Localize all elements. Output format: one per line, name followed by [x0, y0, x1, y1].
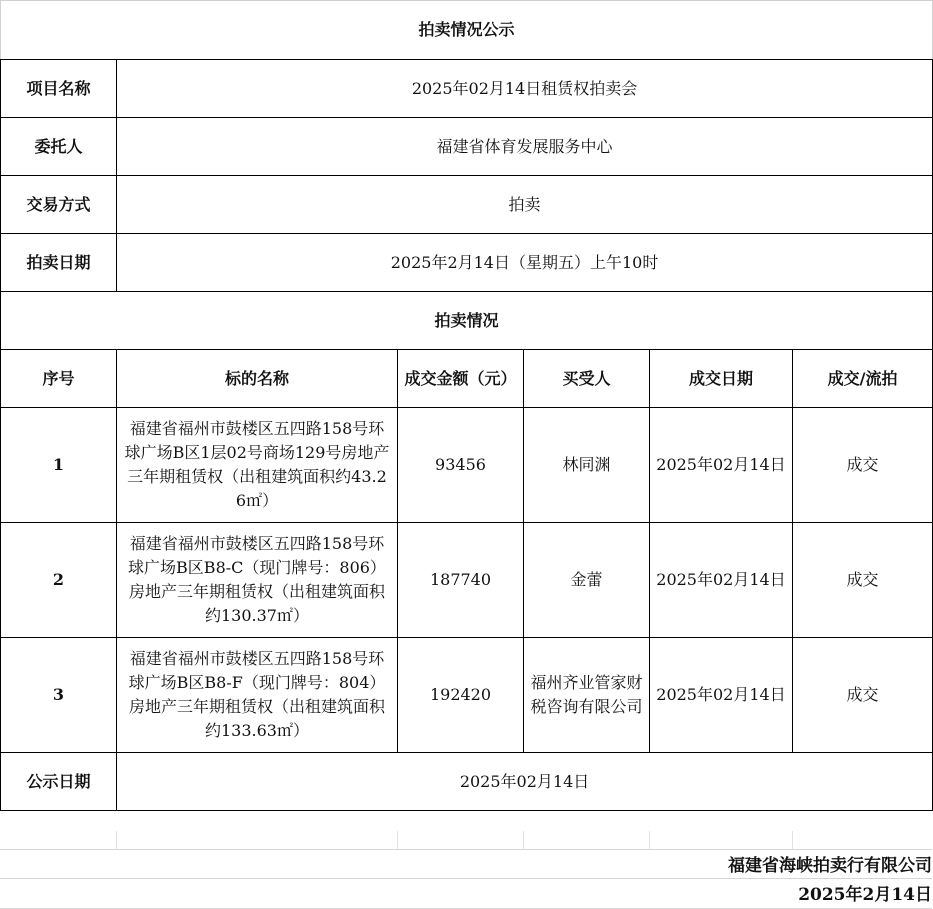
header-status: 成交/流拍: [793, 350, 933, 408]
client-label: 委托人: [1, 118, 117, 176]
row-status: 成交: [793, 523, 933, 638]
table-row: [1, 638, 933, 753]
row-index: 2: [1, 523, 117, 638]
row-status: 成交: [793, 408, 933, 523]
header-name: 标的名称: [117, 350, 398, 408]
row-name: 福建省福州市鼓楼区五四路158号环球广场B区B8-C（现门牌号：806）房地产三年期租赁权（出租建筑面积约130.37㎡）: [117, 523, 398, 638]
row-name: 福建省福州市鼓楼区五四路158号环球广场B区B8-F（现门牌号：804）房地产三年期租赁权（出租建筑面积约133.63㎡）: [117, 638, 398, 753]
row-buyer: 金蕾: [524, 523, 650, 638]
project-label: 项目名称: [1, 60, 117, 118]
row-amount: 187740: [398, 523, 524, 638]
row-amount: 93456: [398, 408, 524, 523]
method-value: 拍卖: [117, 176, 933, 234]
row-amount: 192420: [398, 638, 524, 753]
row-index: 1: [1, 408, 117, 523]
auction-date-label: 拍卖日期: [1, 234, 117, 292]
table-row: [1, 523, 933, 638]
footer-company: 福建省海峡拍卖行有限公司: [728, 856, 932, 876]
auction-date-value: 2025年2月14日（星期五）上午10时: [117, 234, 933, 292]
header-deal-date: 成交日期: [650, 350, 793, 408]
header-buyer: 买受人: [524, 350, 650, 408]
notice-date-value: 2025年02月14日: [117, 753, 933, 811]
row-deal-date: 2025年02月14日: [650, 523, 793, 638]
row-deal-date: 2025年02月14日: [650, 638, 793, 753]
section-title: 拍卖情况: [1, 292, 933, 350]
row-deal-date: 2025年02月14日: [650, 408, 793, 523]
row-index: 3: [1, 638, 117, 753]
footer-date: 2025年2月14日: [798, 885, 932, 905]
row-status: 成交: [793, 638, 933, 753]
header-index: 序号: [1, 350, 117, 408]
method-label: 交易方式: [1, 176, 117, 234]
notice-date-label: 公示日期: [1, 753, 117, 811]
row-name: 福建省福州市鼓楼区五四路158号环球广场B区1层02号商场129号房地产三年期租赁权（出租建筑面积约43.26㎡）: [117, 408, 398, 523]
row-buyer: 林同渊: [524, 408, 650, 523]
page-title: 拍卖情况公示: [1, 1, 933, 60]
table-row: [1, 408, 933, 523]
row-buyer: 福州齐业管家财税咨询有限公司: [524, 638, 650, 753]
project-value: 2025年02月14日租赁权拍卖会: [117, 60, 933, 118]
client-value: 福建省体育发展服务中心: [117, 118, 933, 176]
header-amount: 成交金额（元）: [398, 350, 524, 408]
